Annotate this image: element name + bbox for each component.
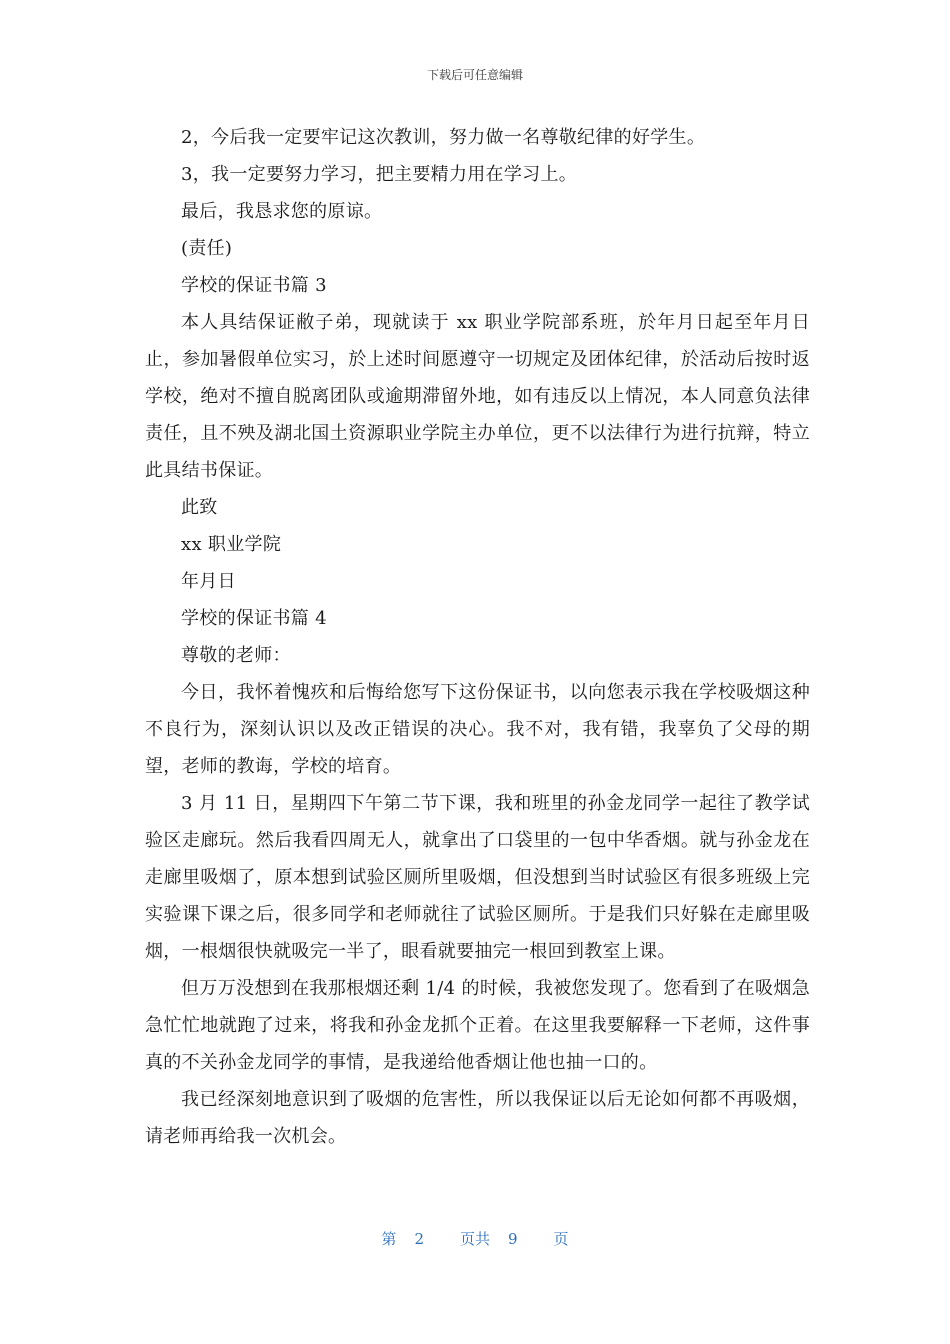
paragraph: 最后，我恳求您的原谅。	[181, 201, 383, 222]
paragraph: (责任)	[181, 238, 233, 259]
document-body	[145, 119, 810, 1155]
page-footer	[0, 1228, 950, 1249]
paragraph: 年月日	[181, 571, 236, 592]
footer-total-pages: 9	[508, 1230, 518, 1248]
paragraph: 3，我一定要努力学习，把主要精力用在学习上。	[181, 164, 578, 185]
paragraph: 此致	[181, 497, 218, 518]
paragraph: 我已经深刻地意识到了吸烟的危害性，所以我保证以后无论如何都不再吸烟，请老师再给我一次机会。	[145, 1089, 810, 1147]
paragraph: 3 月 11 日，星期四下午第二节下课，我和班里的孙金龙同学一起往了教学试验区走廊玩。然后我看四周无人，就拿出了口袋里的一包中华香烟。就与孙金龙在走廊里吸烟了，原本想到试验区厕所里吸烟，但没想到当时试验区有很多班级上完实验课下课之后，很多同学和老师就往了试验区厕所。于是我们只好躲在走廊里吸烟，一根烟很快就吸完一半了，眼看就要抽完一根回到教室上课。	[145, 793, 810, 962]
section-heading: 学校的保证书篇 4	[181, 608, 327, 629]
paragraph: xx 职业学院	[181, 534, 282, 555]
salutation: 尊敬的老师：	[181, 645, 291, 666]
section-heading: 学校的保证书篇 3	[181, 275, 327, 296]
footer-prefix: 第	[381, 1230, 397, 1248]
footer-suffix: 页	[553, 1230, 569, 1248]
paragraph: 本人具结保证敝子弟，现就读于 xx 职业学院部系班，於年月日起至年月日止，参加暑假单位实习，於上述时间愿遵守一切规定及团体纪律，於活动后按时返学校，绝对不擅自脱离团队或逾期滞留外地，如有违反以上情况，本人同意负法律责任，且不殃及湖北国土资源职业学院主办单位，更不以法律行为进行抗辩，特立此具结书保证。	[145, 312, 810, 481]
paragraph: 今日，我怀着愧疚和后悔给您写下这份保证书，以向您表示我在学校吸烟这种不良行为，深刻认识以及改正错误的决心。我不对，我有错，我辜负了父母的期望，老师的教诲，学校的培育。	[145, 682, 810, 777]
footer-page-number: 2	[414, 1230, 424, 1248]
paragraph: 但万万没想到在我那根烟还剩 1/4 的时候，我被您发现了。您看到了在吸烟急急忙忙地就跑了过来，将我和孙金龙抓个正着。在这里我要解释一下老师，这件事真的不关孙金龙同学的事情，是我递给他香烟让他也抽一口的。	[145, 978, 810, 1073]
paragraph: 2，今后我一定要牢记这次教训，努力做一名尊敬纪律的好学生。	[181, 127, 706, 148]
footer-middle: 页共	[459, 1230, 490, 1248]
page-header: 下载后可任意编辑	[426, 68, 523, 82]
